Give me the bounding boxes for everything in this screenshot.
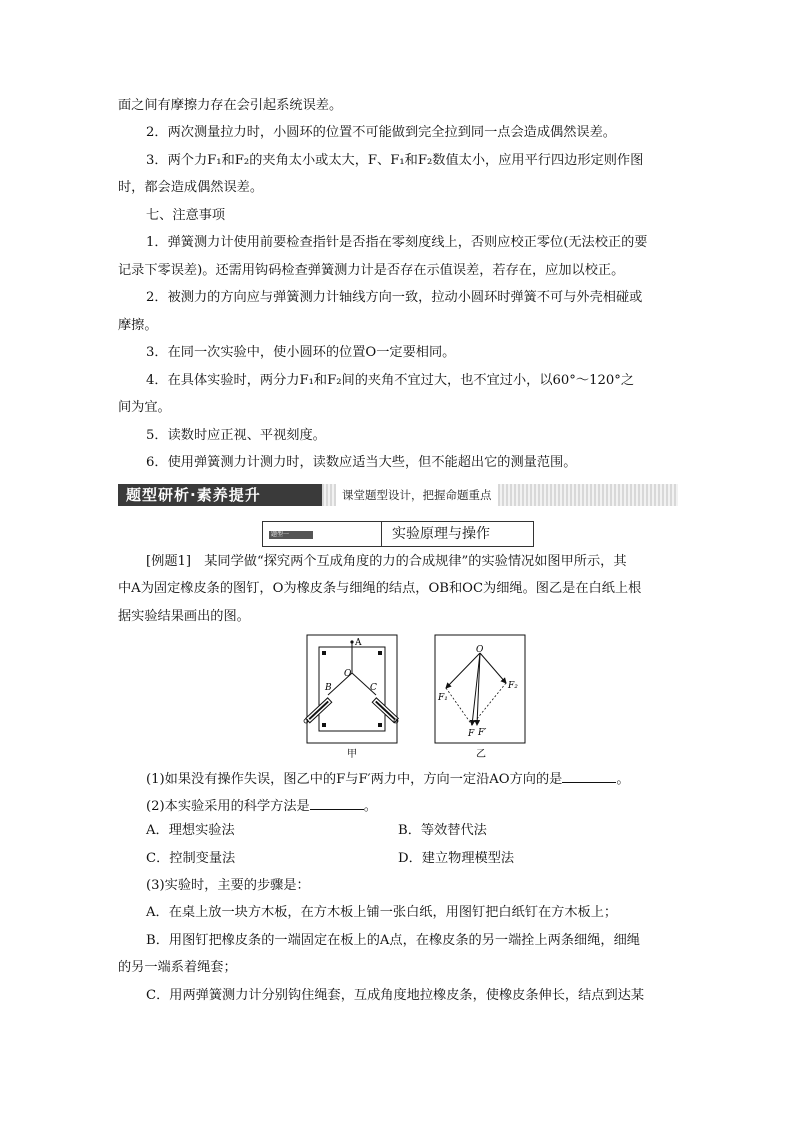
label-f-prime: F′ — [478, 728, 487, 738]
text-line: 中A为固定橡皮条的图钉，O为橡皮条与细绳的结点，OB和OC为细绳。图乙是在白纸上根 — [118, 581, 642, 596]
topic-box — [262, 521, 534, 547]
punct: 。 — [363, 799, 377, 814]
text-line: 6．使用弹簧测力计测力时，读数应适当大些，但不能超出它的测量范围。 — [146, 455, 577, 470]
text-line: 时，都会造成偶然误差。 — [118, 180, 264, 195]
label-f2: F₂ — [508, 681, 518, 691]
answer-blank[interactable] — [562, 768, 616, 783]
text-line: 3．在同一次实验中，使小圆环的位置O一定要相同。 — [146, 345, 456, 360]
label-c: C — [370, 683, 377, 693]
text-line: 2．两次测量拉力时，小圆环的位置不可能做到完全拉到同一点会造成偶然误差。 — [146, 125, 616, 140]
banner-title: 题型研析·素养提升 — [118, 484, 322, 506]
pin — [378, 651, 382, 655]
text-line: 间为宜。 — [118, 400, 171, 415]
label-f: F — [468, 729, 475, 739]
text-line: 1．弹簧测力计使用前要检查指针是否指在零刻度线上，否则应校正零位(无法校正的要 — [146, 235, 648, 250]
pin — [322, 723, 326, 727]
topic-title: 实验原理与操作 — [381, 522, 531, 546]
text-line: 3．两个力F₁和F₂的夹角太小或太大，F、F₁和F₂数值太小，应用平行四边形定则作图 — [146, 153, 644, 168]
step-b-cont: 的另一端系着绳套； — [118, 960, 237, 975]
answer-blank[interactable] — [310, 795, 364, 810]
vector-f2 — [480, 653, 506, 683]
question-1 — [118, 766, 678, 794]
question-3: (3)实验时，主要的步骤是： — [146, 878, 310, 893]
text-line: 摩擦。 — [118, 318, 158, 333]
section-banner — [118, 484, 678, 506]
figure-jia — [300, 633, 400, 763]
text-line: [例题1] 某同学做“探究两个互成角度的力的合成规律”的实验情况如图甲所示，其 — [146, 554, 627, 569]
option-b: B．等效替代法 — [398, 823, 487, 838]
figure-yi — [432, 633, 532, 763]
punct: 。 — [616, 772, 630, 787]
text-line: 4．在具体实验时，两分力F₁和F₂间的夹角不宜过大，也不宜过小，以60°～120°之 — [146, 373, 635, 388]
label-a: A — [355, 638, 362, 648]
text-line: 据实验结果画出的图。 — [118, 609, 250, 624]
option-a: A．理想实验法 — [146, 823, 235, 838]
vector-f1 — [446, 653, 480, 688]
text-line: 记录下零误差)。还需用钩码检查弹簧测力计是否存在示值误差，若存在，应加以校正。 — [118, 263, 625, 278]
section-heading: 七、注意事项 — [146, 208, 226, 223]
step-a: A．在桌上放一块方木板，在方木板上铺一张白纸，用图钉把白纸钉在方木板上； — [146, 905, 618, 920]
topic-tag: 题型一 — [269, 531, 313, 539]
option-c: C．控制变量法 — [146, 851, 236, 866]
pin — [378, 723, 382, 727]
label-o: O — [344, 669, 352, 679]
dashed-line — [446, 688, 472, 725]
step-c: C．用两弹簧测力计分别钩住绳套，互成角度地拉橡皮条，使橡皮条伸长，结点到达某 — [146, 988, 645, 1003]
label-b: B — [325, 683, 332, 693]
pin — [322, 651, 326, 655]
caption-yi: 乙 — [476, 749, 486, 760]
banner-subtitle: 课堂题型设计，把握命题重点 — [336, 484, 498, 506]
label-f1: F₁ — [438, 693, 448, 703]
text-line: 5．读数时应正视、平视刻度。 — [146, 428, 326, 443]
text-line: 面之间有摩擦力存在会引起系统误差。 — [118, 98, 343, 113]
caption-jia: 甲 — [347, 749, 357, 760]
text-line: 2．被测力的方向应与弹簧测力计轴线方向一致，拉动小圆环时弹簧不可与外壳相碰或 — [146, 290, 643, 305]
step-b: B．用图钉把橡皮条的一端固定在板上的A点，在橡皮条的另一端拴上两条细绳，细绳 — [146, 933, 640, 948]
question-1-text: (1)如果没有操作失误，图乙中的F与F′两力中，方向一定沿AO方向的是 — [146, 772, 563, 787]
label-o: O — [476, 645, 484, 655]
option-d: D．建立物理模型法 — [398, 851, 515, 866]
dashed-line — [472, 683, 506, 725]
question-2-text: (2)本实验采用的科学方法是 — [146, 799, 310, 814]
